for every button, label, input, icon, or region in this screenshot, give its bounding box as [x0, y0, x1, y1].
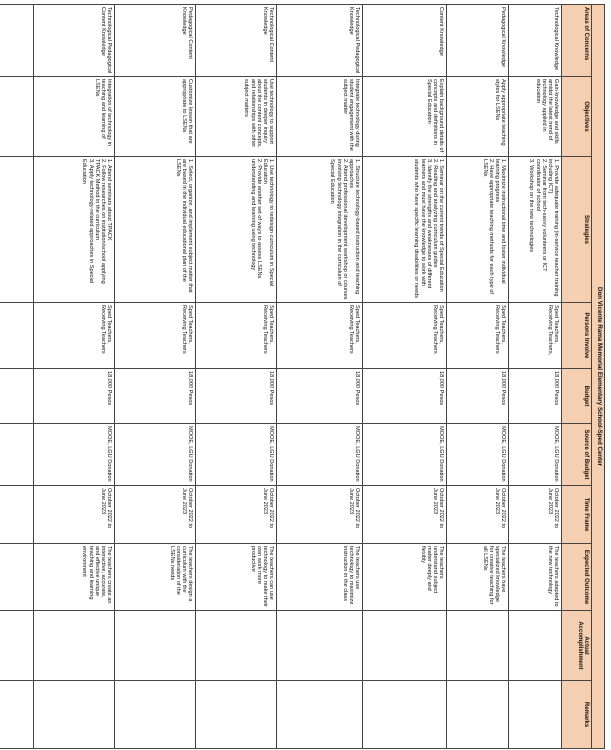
header-persons: Persons Involve	[562, 303, 592, 369]
time-frame-cell: October 2022 to June 2023	[115, 486, 196, 544]
persons-cell: Sped Teachers, Receiving Teachers	[447, 303, 509, 369]
objectives-cell: Use technology to support students in deeper inquiry about the content concepts, and relationships with other subject matters	[196, 77, 277, 157]
actual-accomplishment-cell	[509, 611, 562, 681]
budget-cell	[0, 369, 34, 424]
action-plan-table	[0, 4, 605, 749]
header-objectives: Objectives	[562, 77, 592, 157]
remarks-cell	[277, 681, 363, 749]
actual-accomplishment-cell	[0, 611, 34, 681]
strategies-cell: 1. Structure technology-based instruction and teaching approaches 2. Attend professional development workshop or courses involving technology integration in the curriculum of Special Education	[277, 157, 363, 303]
expected-outcome-cell: The teachers use technology to maximize instruction in the class	[277, 544, 363, 611]
source-cell: MOOE, LGU Donation	[277, 424, 363, 486]
budget-cell: 18,000 Pesos	[509, 369, 562, 424]
budget-cell: 18,000 Pesos	[447, 369, 509, 424]
header-remarks: Remarks	[562, 681, 592, 749]
persons-cell: Sped Teachers, Receiving Teachers	[115, 303, 196, 369]
objectives-cell: Gain knowledge and skills amidst the latest trend of technology applied in education	[509, 77, 562, 157]
remarks-cell	[196, 681, 277, 749]
budget-cell: 18,000 Pesos	[34, 369, 115, 424]
strategies-cell: 1. Maximize instructional time and foster individual learning progress 2. Have appropriate teaching methods for each type of LSENs	[447, 157, 509, 303]
table-row	[0, 5, 34, 749]
remarks-cell	[115, 681, 196, 749]
time-frame-cell: October 2022 to June 2023	[34, 486, 115, 544]
budget-cell: 18,000 Pesos	[277, 369, 363, 424]
time-frame-cell: October 2022 to June 2023	[363, 486, 447, 544]
persons-cell	[0, 303, 34, 369]
budget-cell: 18,000 Pesos	[196, 369, 277, 424]
table-row	[509, 5, 562, 749]
strategies-cell: 1. Seminar on the current trends of Special Education 2. Reading and analyzing curriculum guides 3. Identify the strengths and weaknesses of different learners and must have the knowledge to work with students who have specific learning disabilities or needs	[363, 157, 447, 303]
objectives-cell: Integration of technology in teaching and learning of LSENs	[34, 77, 115, 157]
objectives-cell: Customize lesson that are appropriate to LSENs	[115, 77, 196, 157]
header-source: Source of Budget	[562, 424, 592, 486]
header-time-frame: Time Frame	[562, 486, 592, 544]
time-frame-cell: October 2022 to June 2023	[447, 486, 509, 544]
table-body	[0, 5, 562, 749]
strategies-cell: 1. Use technology to redesign curriculum in Special Education 2. Provide another set of ways to assess LSENs understanding and learning using technology	[196, 157, 277, 303]
remarks-cell	[447, 681, 509, 749]
actual-accomplishment-cell	[115, 611, 196, 681]
remarks-cell	[363, 681, 447, 749]
time-frame-cell: October 2022 to June 2023	[509, 486, 562, 544]
header-row	[562, 5, 592, 749]
table-row	[34, 5, 115, 749]
school-title: Don Vicente Rama Memorial Elementary School-Sped Center	[592, 5, 605, 749]
time-frame-cell	[0, 486, 34, 544]
area-cell: Pedagogical Content Knowledge	[115, 5, 196, 77]
header-budget: Budget	[562, 369, 592, 424]
table-row	[115, 5, 196, 749]
expected-outcome-cell: The teachers adapted to the new technology	[509, 544, 562, 611]
area-cell: Technological Content Knowledge	[196, 5, 277, 77]
persons-cell: Sped Teachers, Receiving Teachers,	[509, 303, 562, 369]
source-cell: MOOE, LGU Donation	[115, 424, 196, 486]
table-row	[447, 5, 509, 749]
source-cell: MOOE, LGU Donation	[196, 424, 277, 486]
actual-accomplishment-cell	[277, 611, 363, 681]
strategies-cell: 1. Attend seminars about TPACK 2. Follow researches on institution/school applying TPACK Method in the curriculum 3. Apply technology-related approaches in Special Education	[34, 157, 115, 303]
source-cell: MOOE, LGU Donation	[363, 424, 447, 486]
expected-outcome-cell: The teachers design a curriculum with the consideration of the LSENs needs	[115, 544, 196, 611]
expected-outcome-cell: The teachers can use technology to make their own work more productive	[196, 544, 277, 611]
header-area: Areas of Concerns	[562, 5, 592, 77]
table-row	[277, 5, 363, 749]
area-cell	[0, 5, 34, 77]
strategies-cell	[0, 157, 34, 303]
source-cell: MOOE, LGU Donation	[509, 424, 562, 486]
persons-cell: Sped Teachers, Receiving Teachers	[277, 303, 363, 369]
strategies-cell: 1. Select, organize, and implement subject matter that are based in the individual educational plan of the LSENs	[115, 157, 196, 303]
table-row	[363, 5, 447, 749]
area-cell: Technological Pedagogical Knowledge	[277, 5, 363, 77]
remarks-cell	[509, 681, 562, 749]
table-row	[196, 5, 277, 749]
strategies-cell: 1. Provide adequate training (in-service teacher training including ICT) 2. Seminar from tech-savvy volunteers or ICT coordinator of school 3. Workshop on the new technologies	[509, 157, 562, 303]
remarks-cell	[34, 681, 115, 749]
area-cell: Technological Pedagogical Content Knowledge	[34, 5, 115, 77]
actual-accomplishment-cell	[34, 611, 115, 681]
header-actual-accomplishment: Actual Accomplishment	[562, 611, 592, 681]
expected-outcome-cell: The teachers have specialized knowledge for creative teaching for all LSENs	[447, 544, 509, 611]
area-cell: Content Knowledge	[363, 5, 447, 77]
remarks-cell	[0, 681, 34, 749]
expected-outcome-cell	[0, 544, 34, 611]
actual-accomplishment-cell	[196, 611, 277, 681]
actual-accomplishment-cell	[447, 611, 509, 681]
expected-outcome-cell: The teachers understand subject matter deeply and flexibly	[363, 544, 447, 611]
objectives-cell	[0, 77, 34, 157]
persons-cell: Sped Teachers, Receiving Teachers	[34, 303, 115, 369]
actual-accomplishment-cell	[363, 611, 447, 681]
objectives-cell: Apply appropriate teaching styles for LSENs	[447, 77, 509, 157]
source-cell	[0, 424, 34, 486]
source-cell: MOOE, LGU Donation	[447, 424, 509, 486]
time-frame-cell: October 2022 to June 2023	[196, 486, 277, 544]
objectives-cell: Integrate technology during student engagement with the subject matter	[277, 77, 363, 157]
objectives-cell: Explain background details of concepts and definitions in Special Education	[363, 77, 447, 157]
area-cell: Pedagogical Knowledge	[447, 5, 509, 77]
budget-cell: 18,000 Pesos	[363, 369, 447, 424]
persons-cell: Sped Teachers, Receiving Teachers	[363, 303, 447, 369]
expected-outcome-cell: The teachers create an interactive, accurate, and effective unique teaching and learning environment	[34, 544, 115, 611]
persons-cell: Sped Teachers, Receiving Teachers	[196, 303, 277, 369]
area-cell: Technological Knowledge	[509, 5, 562, 77]
header-expected-outcome: Expected Outcome	[562, 544, 592, 611]
time-frame-cell: October 2022 to June 2023	[277, 486, 363, 544]
budget-cell: 18,000 Pesos	[115, 369, 196, 424]
source-cell: MOOE, LGU Donation	[34, 424, 115, 486]
header-strategies: Strategies	[562, 157, 592, 303]
